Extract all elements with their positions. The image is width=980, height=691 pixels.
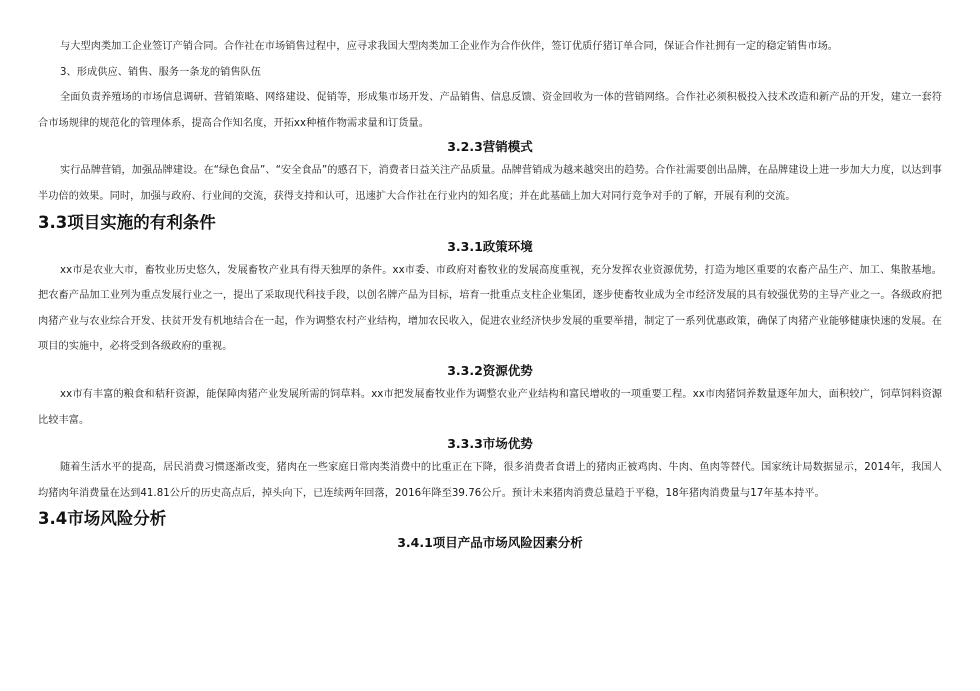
heading-3-4-1: 3.4.1项目产品市场风险因素分析 xyxy=(397,535,583,551)
paragraph-marketing-network: 全面负责养殖场的市场信息调研、营销策略、网络建设、促销等，形成集市场开发、产品销售、信息反馈、资金回收为一体的营销网络。合作社必须积极投入技术改造和新产品的开发，建立一套符合市场规律的规范化的管理体系，提高合作知名度，开拓xx种植作物需求量和订货量。 xyxy=(38,92,942,129)
list-item-sales-team: 3、形成供应、销售、服务一条龙的销售队伍 xyxy=(60,66,262,78)
heading-3-3-2: 3.3.2资源优势 xyxy=(447,362,533,378)
paragraph-resource-advantage: xx市有丰富的粮食和秸秆资源，能保障肉猪产业发展所需的饲草料。xx市把发展畜牧业作为调整农业产业结构和富民增收的一项重要工程。xx市肉猪饲养数量逐年加大，面积较广，饲草饲料资源比较丰富。 xyxy=(38,388,942,426)
heading-3-3-3: 3.3.3市场优势 xyxy=(447,436,533,452)
paragraph-marketing-model: 实行品牌营销，加强品牌建设。在“绿色食品”、“安全食品”的感召下，消费者日益关注产品质量。品牌营销成为越来越突出的趋势。合作社需要创出品牌，在品牌建设上进一步加大力度，以达到事半功倍的效果。同时，加强与政府、行业间的交流，获得支持和认可，迅速扩大合作社在行业内的知名度；并在此基础上加大对同行竞争对手的了解，开展有利的交流。 xyxy=(38,165,942,202)
paragraph-sales-contract: 与大型肉类加工企业签订产销合同。合作社在市场销售过程中，应寻求我国大型肉类加工企业作为合作伙伴，签订优质仔猪订单合同，保证合作社拥有一定的稳定销售市场。 xyxy=(60,41,839,52)
heading-3-3-1: 3.3.1政策环境 xyxy=(447,238,533,254)
paragraph-market-advantage: 随着生活水平的提高，居民消费习惯逐渐改变，猪肉在一些家庭日常肉类消费中的比重正在下降，很多消费者食谱上的猪肉正被鸡肉、牛肉、鱼肉等替代。国家统计局数据显示，2014年，我国人均猪肉年消费量在达到41.81公斤的历史高点后，掉头向下，已连续两年回落，2016年降至39.76公斤。预计未来猪肉消费总量趋于平稳，18年猪肉消费量与17年基本持平。 xyxy=(38,462,942,499)
paragraph-policy-environment: xx市是农业大市，畜牧业历史悠久，发展畜牧产业具有得天独厚的条件。xx市委、市政府对畜牧业的发展高度重视，充分发挥农业资源优势，打造为地区重要的农畜产品生产、加工、集散基地。把农畜产品加工业列为重点发展行业之一，提出了采取现代科技手段，以创名牌产品为目标，培育一批重点支柱企业集团，逐步使畜牧业成为全市经济发展的具有较强优势的主导产业之一。各级政府把肉猪产业与农业综合开发、扶贫开发有机地结合在一起，作为调整农村产业结构，增加农民收入，促进农业经济快步发展的重要举措，制定了一系列优惠政策，确保了肉猪产业能够健康快速的发展。在项目的实施中，必将受到各级政府的重视。 xyxy=(38,264,942,353)
document-page xyxy=(38,34,942,554)
heading-3-3: 3.3项目实施的有利条件 xyxy=(38,212,216,232)
heading-3-2-3: 3.2.3营销模式 xyxy=(447,139,533,155)
heading-3-4: 3.4市场风险分析 xyxy=(38,509,167,529)
